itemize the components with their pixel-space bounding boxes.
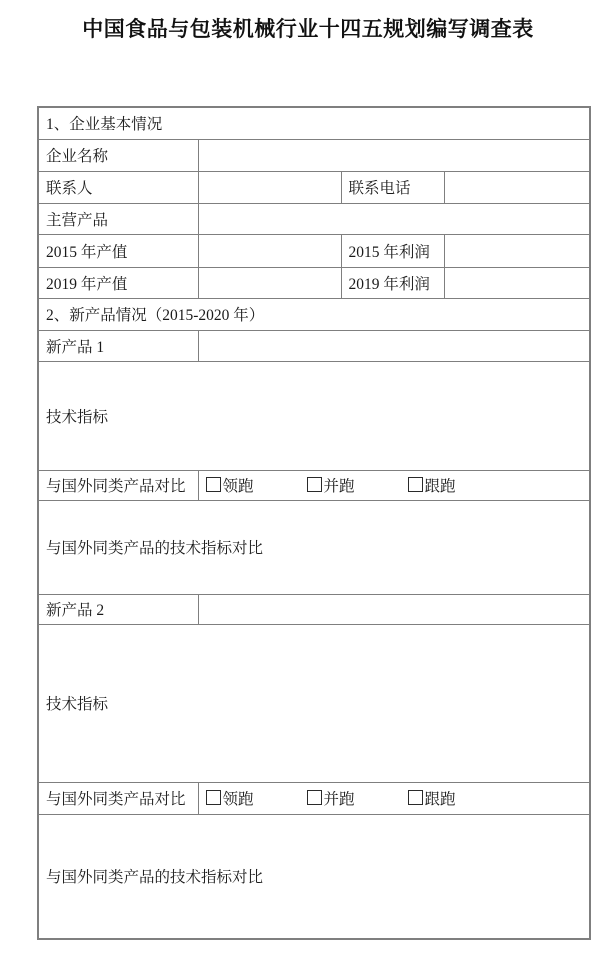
checkbox-icon xyxy=(206,790,221,805)
output-2015-value-cell[interactable] xyxy=(198,234,341,267)
checkbox-label: 跟跑 xyxy=(424,478,456,495)
contact-label: 联系人 xyxy=(38,171,198,203)
section1-header: 1、企业基本情况 xyxy=(38,107,590,139)
product2-name-value-cell[interactable] xyxy=(198,594,590,624)
output-2019-label: 2019 年产值 xyxy=(38,267,198,298)
checkbox-icon xyxy=(307,790,322,805)
phone-value-cell[interactable] xyxy=(444,171,590,203)
product1-tech-compare-cell[interactable]: 与国外同类产品的技术指标对比 xyxy=(38,500,590,594)
product2-compare-label: 与国外同类产品对比 xyxy=(38,782,198,814)
page-title: 中国食品与包装机械行业十四五规划编写调查表 xyxy=(82,18,534,41)
product1-name-value-cell[interactable] xyxy=(198,330,590,361)
profit-2015-value-cell[interactable] xyxy=(444,234,590,267)
checkbox-option-parallel[interactable] xyxy=(307,787,408,809)
product1-compare-options-cell xyxy=(198,470,590,500)
checkbox-label: 领跑 xyxy=(222,791,254,808)
checkbox-option-lead[interactable] xyxy=(206,474,307,496)
company-name-label: 企业名称 xyxy=(38,139,198,171)
product2-tech-compare-cell[interactable]: 与国外同类产品的技术指标对比 xyxy=(38,814,590,939)
section2-header: 2、新产品情况（2015-2020 年） xyxy=(38,298,590,330)
company-name-value-cell[interactable] xyxy=(198,139,590,171)
checkbox-option-follow[interactable] xyxy=(408,474,456,496)
checkbox-option-lead[interactable] xyxy=(206,787,307,809)
checkbox-option-follow[interactable] xyxy=(408,787,456,809)
checkbox-label: 并跑 xyxy=(323,791,355,808)
checkbox-label: 跟跑 xyxy=(424,791,456,808)
output-2015-label: 2015 年产值 xyxy=(38,234,198,267)
survey-table xyxy=(37,106,591,940)
checkbox-label: 领跑 xyxy=(222,478,254,495)
checkbox-option-parallel[interactable] xyxy=(307,474,408,496)
checkbox-icon xyxy=(206,477,221,492)
profit-2019-value-cell[interactable] xyxy=(444,267,590,298)
contact-value-cell[interactable] xyxy=(198,171,341,203)
checkbox-icon xyxy=(408,477,423,492)
checkbox-icon xyxy=(307,477,322,492)
checkbox-label: 并跑 xyxy=(323,478,355,495)
product1-name-label: 新产品 1 xyxy=(38,330,198,361)
profit-2015-label: 2015 年利润 xyxy=(341,234,444,267)
product2-name-label: 新产品 2 xyxy=(38,594,198,624)
product1-tech-cell[interactable]: 技术指标 xyxy=(38,361,590,470)
product1-compare-label: 与国外同类产品对比 xyxy=(38,470,198,500)
output-2019-value-cell[interactable] xyxy=(198,267,341,298)
product2-tech-cell[interactable]: 技术指标 xyxy=(38,624,590,782)
checkbox-icon xyxy=(408,790,423,805)
profit-2019-label: 2019 年利润 xyxy=(341,267,444,298)
phone-label: 联系电话 xyxy=(341,171,444,203)
product2-compare-options-cell xyxy=(198,782,590,814)
main-products-value-cell[interactable] xyxy=(198,203,590,234)
main-products-label: 主营产品 xyxy=(38,203,198,234)
